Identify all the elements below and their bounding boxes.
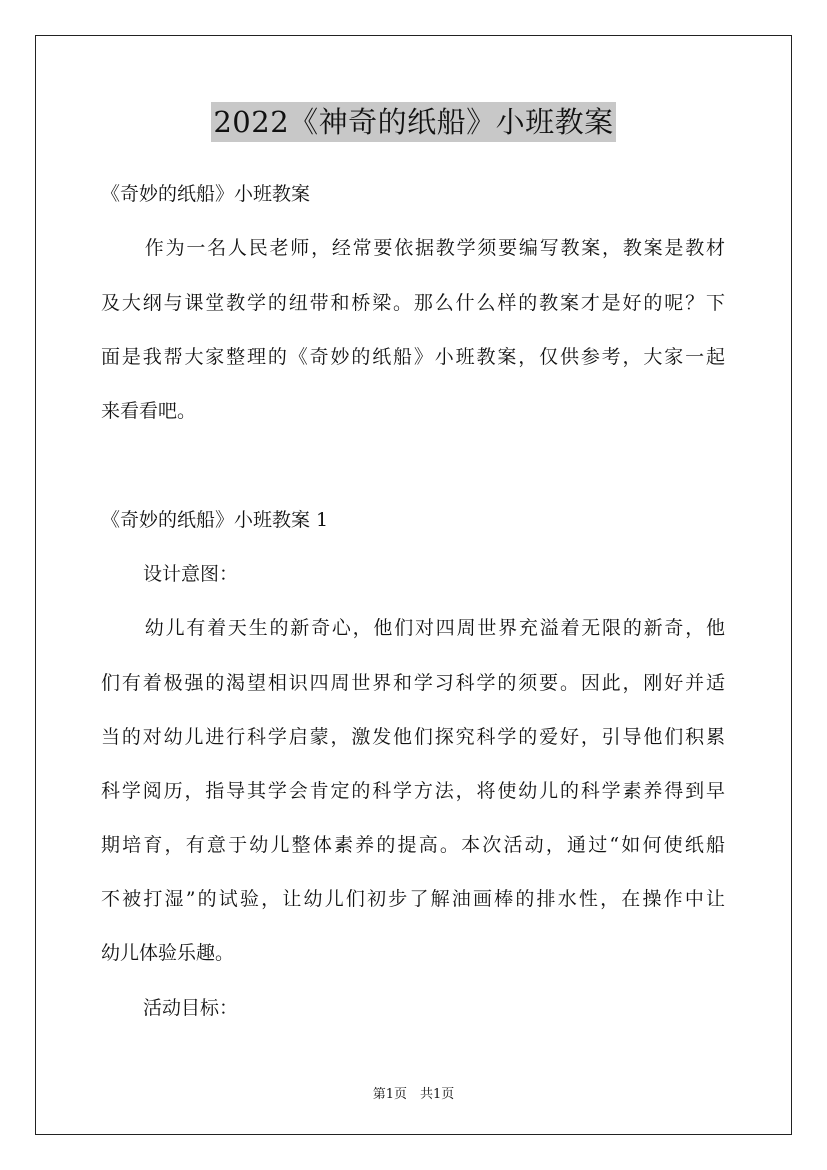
design-line-5: 期培育，有意于幼儿整体素养的提高。本次活动，通过“如何使纸船 — [101, 834, 725, 856]
design-line-7: 幼儿体验乐趣。 — [101, 942, 235, 964]
design-line-1-wrap — [101, 615, 725, 641]
intro-line — [101, 235, 725, 261]
goal-heading: 活动目标： — [143, 997, 239, 1019]
design-line-1: 幼儿有着天生的新奇心，他们对四周世界充溢着无限的新奇，他 — [143, 617, 725, 639]
title-container — [0, 102, 827, 142]
design-heading: 设计意图： — [143, 563, 239, 585]
design-line-4: 科学阅历，指导其学会肯定的科学方法，将使幼儿的科学素养得到早 — [101, 780, 725, 802]
intro-line-3: 面是我帮大家整理的《奇妙的纸船》小班教案，仅供参考，大家一起 — [101, 346, 725, 368]
section-title: 《奇妙的纸船》小班教案 1 — [101, 509, 329, 531]
intro-line-2: 及大纲与课堂教学的纽带和桥梁。那么什么样的教案才是好的呢？下 — [101, 292, 725, 314]
design-line-6: 不被打湿”的试验，让幼儿们初步了解油画棒的排水性，在操作中让 — [101, 888, 725, 910]
page-footer: 第1页 共1页 — [372, 1087, 455, 1102]
design-line-2: 们有着极强的渴望相识四周世界和学习科学的须要。因此，刚好并适 — [101, 672, 725, 694]
design-line-3: 当的对幼儿进行科学启蒙，激发他们探究科学的爱好，引导他们积累 — [101, 726, 725, 748]
subtitle: 《奇妙的纸船》小班教案 — [101, 183, 311, 205]
document-title: 2022《神奇的纸船》小班教案 — [211, 102, 615, 142]
intro-line-1: 作为一名人民老师，经常要依据教学须要编写教案，教案是教材 — [143, 237, 725, 259]
intro-line-4: 来看看吧。 — [101, 400, 197, 422]
